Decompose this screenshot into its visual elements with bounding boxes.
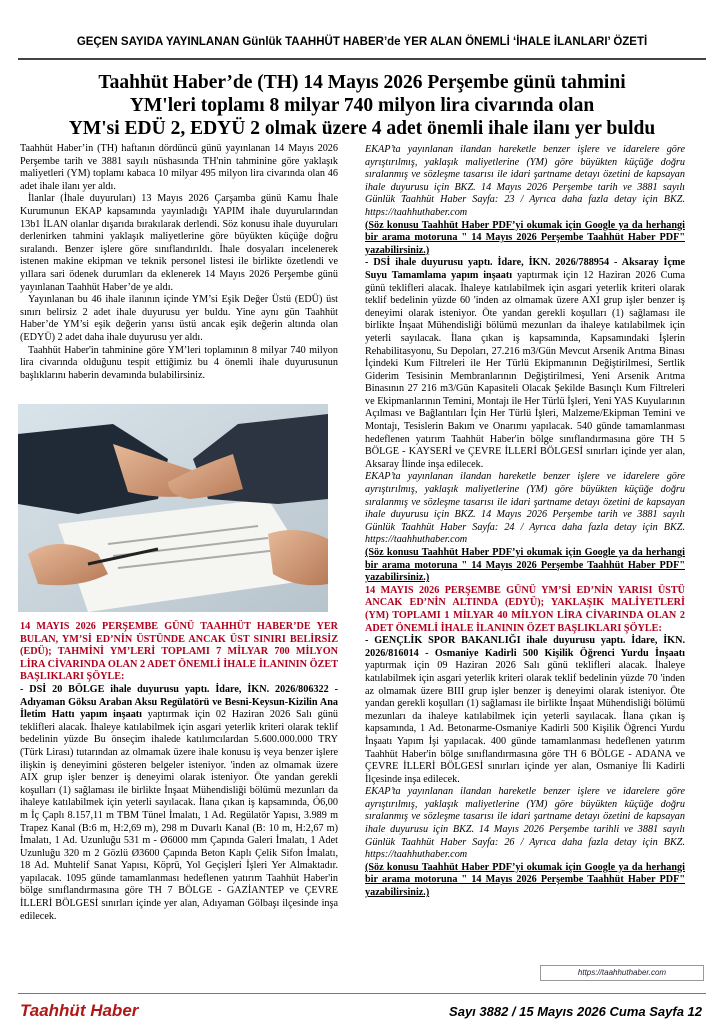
pdf-note-1: (Söz konusu Taahhüt Haber PDF’yi okumak için Google ya da herhangi bir arama motoruna " 14 Mayıs 2026 Perşembe Taahhüt Haber PDF" yazabilirsiniz.) xyxy=(365,219,685,256)
website-link[interactable]: https://taahhuthaber.com xyxy=(540,965,704,981)
pdf-note-3: (Söz konusu Taahhüt Haber PDF’yi okumak için Google ya da herhangi bir arama motoruna " 14 Mayıs 2026 Perşembe Taahhüt Haber PDF" yazabilirsiniz.) xyxy=(365,861,685,899)
headline-line-1: Taahhüt Haber’de (TH) 14 Mayıs 2026 Perşembe günü tahmini xyxy=(98,72,626,93)
right-column xyxy=(365,144,685,900)
item-1-body: yaptırmak için 02 Haziran 2026 Salı günü teklifleri alacak. İhaleye katılabilmek için asgari yeterlik kriteri olarak teklif bedelinin yüzde Bu önseçim ihalede katılımcılardan 5.600.000.000 TRY (Türk Lirası) tutarından az olmamak üzere ihale konusu iş veya benzer işlere ilişkin iş deneyimini gösteren belgeler isteniyor. 'inden az olmamak üzere AIX grup işler benzer iş deneyimi olarak isteniyor. Öte yandan gerekli koşulları (1) sağlaması ile birlikte İnşaat Mühendisliği bölümü mezunları da ihaleye katılabilmek için yeterli sayılacak. İlana çıkan iş kapsamında, Ó6,00 m İç Çaplı 8.157,11 m TBM Tünel İmalatı, 1 Ad. Regülatör Yapısı, 3.989 m Trapez Kanal (B:6 m, H:2,69 m), 298 m Duvarlı Kanal (B: 10 m, H:2,67 m) İmalatı, 1 Ad. Uzunluğu 531 m - Ø6000 mm Çapında Galeri İmalatı, 1 Adet Uzunluğu 320 m 2 Gözlü Ø3600 Çapında Beton Kaplı Çelik Sifon İmalatı, 18 Ad. Muhtelif Sanat Yapısı, Köprü, Yol Geçişleri İşleri Yer Almaktadır. yapılacak. 1095 günde tamamlanması hedeflenen yatırım Taahhüt Haber'in bölge sınıflandırmasına göre TH 7 BÖLGE - GAZİANTEP ve ÇEVRE İLLERİ BÖLGESİ sınırları içinde yer alan, Adıyaman Gölbaşı ilçesinde inşa edilecek. xyxy=(20,709,339,922)
intro-paragraph-2: İlanlar (İhale duyuruları) 13 Mayıs 2026 Çarşamba günü Kamu İhale Kurumunun EKAP kapsamında yayınladığı YAPIM ihale duyurularından 13b1 İLAN olanlar dışarıda bırakılarak derlendi. Söz konusu ihale duyuruları derlenirken tahmini yaklaşık maliyetlerine göre büyükten küçüğe doğru sıralandı. Benzer işlere göre sınıflandırıldı. İhale dosyaları incelenerek istenen makine ekipman ve teknik personel listesi ile birlikte özetlendi ve yıllara sari ödenek durumları da eklenerek 14 Mayıs 2026 Perşembe günü yayınlanan Taahhüt Haber’de ye aldı. xyxy=(20,193,338,293)
handshake-photo-illustration xyxy=(18,404,328,612)
section-title-edyu: 14 MAYIS 2026 PERŞEMBE GÜNÜ YM’Sİ ED’NİN YARISI ÜSTÜ ANCAK ED’NİN ALTINDA (EDYÜ); YAKLAŞIK MALİYETLERİ (YM) TOPLAMI 1 MİLYAR 40 MİLYON LİRA CİVARINDA OLAN 2 ADET ÖNEMLİ İHALE İLANININ ÖZET BAŞLIKLARI ŞÖYLE: xyxy=(365,584,685,634)
headline-line-2: YM'leri toplamı 8 milyar 740 milyon lira civarında olan xyxy=(129,95,595,116)
ekap-note-3: EKAP’ta yayınlanan ilandan hareketle benzer işlere ve idarelere göre ayrıştırılmış, yaklaşık maliyetlerine (YM) göre büyükten küçüğe doğru sıralanmış ve sözleşme tasarısı ile idari şartname detayı özetini de kapsayan ihale duyurusu için BKZ. 14 Mayıs 2026 Perşembe tarihli ve 3881 sayılı Günlük Taahhüt Haber Sayfa: 26 / Ayrıca daha fazla detay için BKZ. https://taahhuthaber.com xyxy=(365,786,685,861)
ekap-note-1: EKAP’ta yayınlanan ilandan hareketle benzer işlere ve idarelere göre ayrıştırılmış, yaklaşık maliyetlerine (YM) göre büyükten küçüğe doğru sıralanmış ve sözleşme tasarısı ile idari şartname detayı özetini de kapsayan ihale duyurusu için BKZ. 14 Mayıs 2026 Perşembe tarih ve 3881 sayılı Günlük Taahhüt Haber Sayfa: 23 / Ayrıca daha fazla detay için BKZ. https://taahhuthaber.com xyxy=(365,144,685,218)
item-2-body: yaptırmak için 12 Haziran 2026 Cuma günü teklifleri alacak. İhaleye katılabilmek için asgari yeterlik kriteri olarak teklif bedelinin yüzde 60 'inden az olmamak üzere AXI grup işler benzer iş deneyimi olarak isteniyor. Öte yandan gerekli koşulları (1) sağlaması ile birlikte İnşaat Mühendisliği bölümü mezunları da ihaleye katılabilmek için yeterli sayılacak. İlana çıkan iş kapsamında, Kapsamındaki İşlerin Rehabilitasyonu, Su Depoları, 27.216 m3/Gün Mevcut Arsenik Arıtma Binası İçindeki Kum Filtreleri ile Her Türlü Ekipmanının Değiştirilmesi, Sertlik Giderim Tesisinin Membranlarının Değiştirilmesi, Yeni Arsenik Arıtma Binasının 27 216 m3/Gün Kapasiteli Olacak Şekilde Basınçlı Kum Filtreleri ve Ekipmanlarının Temini, Montajı ile Her Türlü İşleri, Yeni YAS Kuyularının Açılması ve Bağlantıları İçin Her Türlü İşleri, Malzeme/Ekipman Temini ve Montajı, Tesislerin Bakım ve Onarımı yapılacak. 540 günde tamamlanması hedeflenen yatırım Taahhüt Haber'in bölge sınıflandırmasına göre TH 5 BÖLGE - KAYSERİ ve ÇEVRE İLLERİ BÖLGESİ sınırları içinde yer alan, Aksaray İlinde inşa edilecek. xyxy=(365,269,685,470)
intro-paragraph-4: Taahhüt Haber'in tahminine göre YM’leri toplamının 8 milyar 740 milyon lira civarında olduğunu tespit ettiğimiz bu 4 önemli ihale duyurusunun başlıklarını haberin devamında bulabilirsiniz. xyxy=(20,344,338,381)
headline-line-3: YM'si EDÜ 2, EDYÜ 2 olmak üzere 4 adet önemli ihale ilanı yer buldu xyxy=(68,118,656,139)
pdf-note-2: (Söz konusu Taahhüt Haber PDF’yi okumak için Google ya da herhangi bir arama motoruna " 14 Mayıs 2026 Perşembe Taahhüt Haber PDF" yazabilirsiniz.) xyxy=(365,547,685,584)
left-column xyxy=(20,143,338,382)
item-3-body: yaptırmak için 09 Haziran 2026 Salı günü teklifleri alacak. İhaleye katılabilmek için asgari yeterlik kriteri olarak teklif bedelinin yüzde 70 'inden az olmamak üzere BIII grup işler benzer iş deneyimi olarak isteniyor. Öte yandan gerekli koşulları (1) sağlaması ile birlikte İnşaat Mühendisliği bölümü mezunları da ihaleye katılabilmek için yeterli sayılacak. İlana çıkan iş kapsamında, 1 Ad. Betonarme-Osmaniye Kadirli 500 Kişilik Öğrenci Yurdu İnşaatı Yapım İşi yapılacak. 400 günde tamamlanması hedeflenen yatırım Taahhüt Haber'in bölge sınıflandırmasına göre TH 6 BÖLGE - ADANA ve ÇEVRE İLLERİ BÖLGESİ sınırları içinde yer alan, Osmaniye İli Kadirli İlçesinde inşa edilecek. xyxy=(365,660,685,785)
handshake-photo xyxy=(18,404,328,612)
top-divider xyxy=(18,58,706,60)
ekap-note-2: EKAP’ta yayınlanan ilandan hareketle benzer işlere ve idarelere göre ayrıştırılmış, yaklaşık maliyetlerine (YM) göre büyükten küçüğe doğru sıralanmış ve sözleşme tasarısı ile idari şartname detayı özetini de kapsayan ihale duyurusu için BKZ. 14 Mayıs 2026 Perşembe tarih ve 3881 sayılı Günlük Taahhüt Haber Sayfa: 24 / Ayrıca daha fazla detay için BKZ. https://taahhuthaber.com xyxy=(365,471,685,546)
section-title-edu: 14 MAYIS 2026 PERŞEMBE GÜNÜ TAAHHÜT HABER’DE YER BULAN, YM’Sİ ED’NİN ÜSTÜNDE ANCAK ÜST SINIRI BELİRSİZ (EDÜ); TAHMİNİ YM’LERİ TOPLAMI 7 MİLYAR 700 MİLYON LİRA CİVARINDA OLAN 2 ADET ÖNEMLİ İHALE İLANININ ÖZET BAŞLIKLARI ŞÖYLE: xyxy=(20,621,338,683)
headline xyxy=(20,71,704,140)
left-lower-column xyxy=(20,621,338,923)
footer-divider xyxy=(18,993,706,994)
item-3-heading: - GENÇLİK SPOR BAKANLIĞI ihale duyurusu yaptı. İdare, İKN. 2026/816014 - Osmaniye Kadirli 500 Kişilik Öğrenci Yurdu İnşaatı xyxy=(365,635,685,659)
intro-paragraph-3: Yayınlanan bu 46 ihale ilanının içinde YM’si Eşik Değer Üstü (EDÜ) üst sınırı belirsiz 2 adet ihale duyurusu yer buldu. Yine aynı gün Taahhüt Haber’de YM’si eşik değerin yarısı üstü ancak eşik değerin altında olan (EDYÜ) 2 adet daha ihale duyurusu yer aldı. xyxy=(20,294,338,343)
top-banner: GEÇEN SAYIDA YAYINLANAN Günlük TAAHHÜT HABER’de YER ALAN ÖNEMLİ ‘İHALE İLANLARI’ ÖZETİ xyxy=(76,36,648,48)
issue-info: Sayı 3882 / 15 Mayıs 2026 Cuma Sayfa 12 xyxy=(449,1004,702,1019)
item-1-heading: - DSİ 20 BÖLGE ihale duyurusu yaptı. İdare, İKN. 2026/806322 - Adıyaman Göksu Araban Aksu Regülatörü ve Besni-Keysun-Kizilin Ana İletim Hattı yapım inşaatı xyxy=(20,683,338,721)
item-2-heading: - DSİ ihale duyurusu yaptı. İdare, İKN. 2026/788954 - Aksaray İçme Suyu Tamamlama yapım inşaatı xyxy=(365,257,685,281)
intro-paragraph-1: Taahhüt Haber’in (TH) haftanın dördüncü günü yayınlanan 14 Mayıs 2026 Perşembe tarih ve 3881 sayılı nüshasında TH'nin tahminine göre yaklaşık maliyetleri (YM) toplamı kabaca 10 milyar 495 milyon lira civarında olan 46 adet ihale ilanı yer aldı. xyxy=(20,143,338,192)
brand-logo: Taahhüt Haber xyxy=(20,1001,139,1020)
